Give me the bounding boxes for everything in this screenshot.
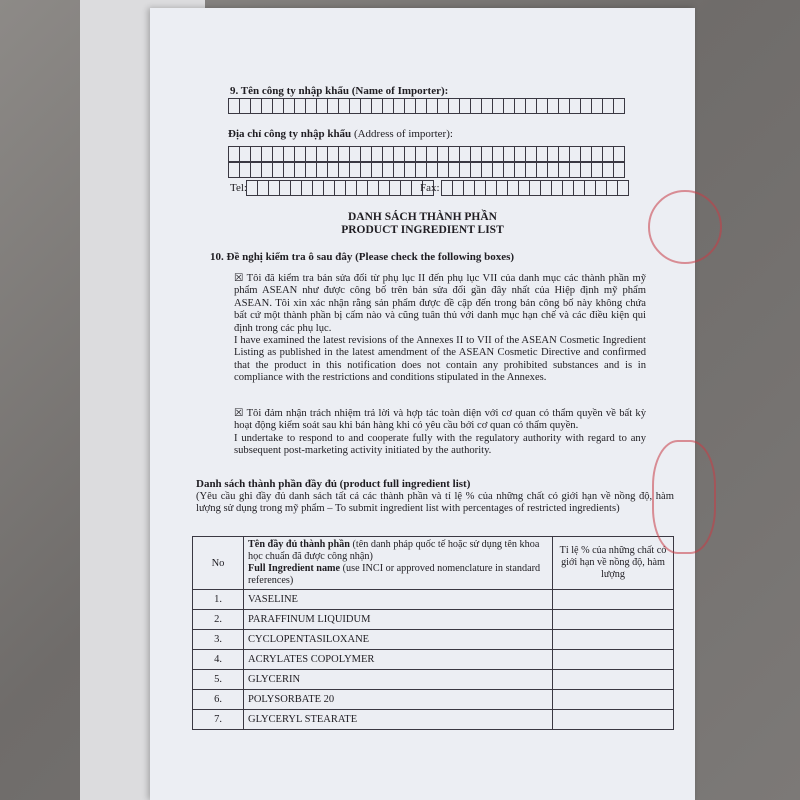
stamp-circle-icon — [652, 440, 716, 554]
row-no: 4. — [193, 650, 244, 670]
declaration-1-en: I have examined the latest revisions of the Annexes II to VII of the ASEAN Cosmetic Ingredient Listing as published in the latest amendment of the ASEAN Cosmetic Directive and confirmed that the product in this notification does not contain any prohibited substances and is in compliance with the restrictions and conditions stipulated in the Annexes. — [234, 335, 646, 384]
row-no: 2. — [193, 610, 244, 630]
declaration-1-vi: Tôi đã kiểm tra bản sửa đổi từ phụ lục II đến phụ lục VII của danh mục các thành phần mỹ phẩm ASEAN như được công bố trên bản sửa đổi gần đây nhất của Hiệp định mỹ phẩm ASEAN. Tôi xin xác nhận rằng sản phẩm được đề cập đến trong bản công bố này không chứa bất cứ một thành phần bị cấm nào và cũng tuân thủ với danh mục hạn chế và các điều kiện qui định trong các phụ lục. — [234, 273, 646, 334]
row-ingredient[interactable]: GLYCERYL STEARATE — [244, 710, 553, 730]
table-row — [193, 670, 674, 690]
document-page — [150, 8, 695, 800]
row-pct[interactable] — [553, 610, 674, 630]
address-label: Địa chỉ công ty nhập khẩu (Address of importer): — [228, 128, 453, 140]
table-row — [193, 610, 674, 630]
table-row — [193, 630, 674, 650]
char-box[interactable] — [613, 146, 625, 162]
address-boxes-row1[interactable] — [228, 146, 624, 162]
row-ingredient[interactable]: GLYCERIN — [244, 670, 553, 690]
table-row — [193, 590, 674, 610]
row-no: 7. — [193, 710, 244, 730]
fax-label: Fax: — [420, 182, 440, 194]
row-ingredient[interactable]: POLYSORBATE 20 — [244, 690, 553, 710]
row-ingredient[interactable]: VASELINE — [244, 590, 553, 610]
declaration-1 — [234, 273, 646, 385]
checked-box-icon[interactable]: ☒ — [234, 273, 244, 284]
declaration-2-vi: Tôi đảm nhận trách nhiệm trả lời và hợp tác toàn diện với cơ quan có thẩm quyền về bất kỳ hoạt động kiểm soát sau khi bán hàng khi có yêu cầu bởi cơ quan có thẩm quyền. — [234, 408, 646, 432]
table-row — [193, 710, 674, 730]
importer-name-boxes[interactable] — [228, 98, 624, 114]
address-boxes-row2[interactable] — [228, 162, 624, 178]
row-pct[interactable] — [553, 650, 674, 670]
row-pct[interactable] — [553, 670, 674, 690]
row-no: 5. — [193, 670, 244, 690]
table-header-row — [193, 537, 674, 590]
row-ingredient[interactable]: CYCLOPENTASILOXANE — [244, 630, 553, 650]
col-no-header: No — [193, 537, 244, 590]
col-pct-header: Tỉ lệ % của những chất có giới hạn về nồng độ, hàm lượng — [553, 537, 674, 590]
stamp-marks — [640, 90, 700, 610]
row-ingredient[interactable]: PARAFFINUM LIQUIDUM — [244, 610, 553, 630]
row-no: 1. — [193, 590, 244, 610]
row-no: 6. — [193, 690, 244, 710]
declaration-2-en: I undertake to respond to and cooperate fully with the regulatory authority with regard to any subsequent post-marketing activity initiated by the authority. — [234, 432, 646, 457]
row-pct[interactable] — [553, 630, 674, 650]
checked-box-icon[interactable]: ☒ — [234, 408, 244, 419]
stamp-circle-icon — [648, 190, 722, 264]
tel-label: Tel: — [230, 182, 247, 194]
col-name-header: Tên đầy đủ thành phần (tên danh pháp quốc tế hoặc sử dụng tên khoa học chuẩn đã được công nhận) Full Ingredient name (use INCI or approved nomenclature in standard references) — [244, 537, 553, 590]
declaration-2 — [234, 408, 646, 458]
section10-title: 10. Đề nghị kiểm tra ô sau đây (Please check the following boxes) — [210, 251, 515, 263]
char-box[interactable] — [617, 180, 629, 196]
char-box[interactable] — [613, 98, 625, 114]
full-list-title: Danh sách thành phần đầy đủ (product full ingredient list) — [196, 478, 471, 490]
row-ingredient[interactable]: ACRYLATES COPOLYMER — [244, 650, 553, 670]
heading-vi: DANH SÁCH THÀNH PHẦN — [348, 211, 497, 223]
row-pct[interactable] — [553, 710, 674, 730]
tel-boxes[interactable] — [246, 180, 433, 196]
char-box[interactable] — [613, 162, 625, 178]
fax-boxes[interactable] — [441, 180, 628, 196]
table-row — [193, 690, 674, 710]
table-row — [193, 650, 674, 670]
full-list-note: (Yêu cầu ghi đầy đủ danh sách tất cả các thành phần và tỉ lệ % của những chất có giới hạn về nồng độ, hàm lượng sử dụng trong mỹ phẩm – To submit ingredient list with percentages of restricted ingredients) — [196, 491, 674, 515]
row-no: 3. — [193, 630, 244, 650]
ingredient-table — [192, 536, 674, 730]
heading-en: PRODUCT INGREDIENT LIST — [341, 224, 504, 236]
importer-label: 9. Tên công ty nhập khẩu (Name of Importer): — [230, 85, 449, 97]
row-pct[interactable] — [553, 690, 674, 710]
